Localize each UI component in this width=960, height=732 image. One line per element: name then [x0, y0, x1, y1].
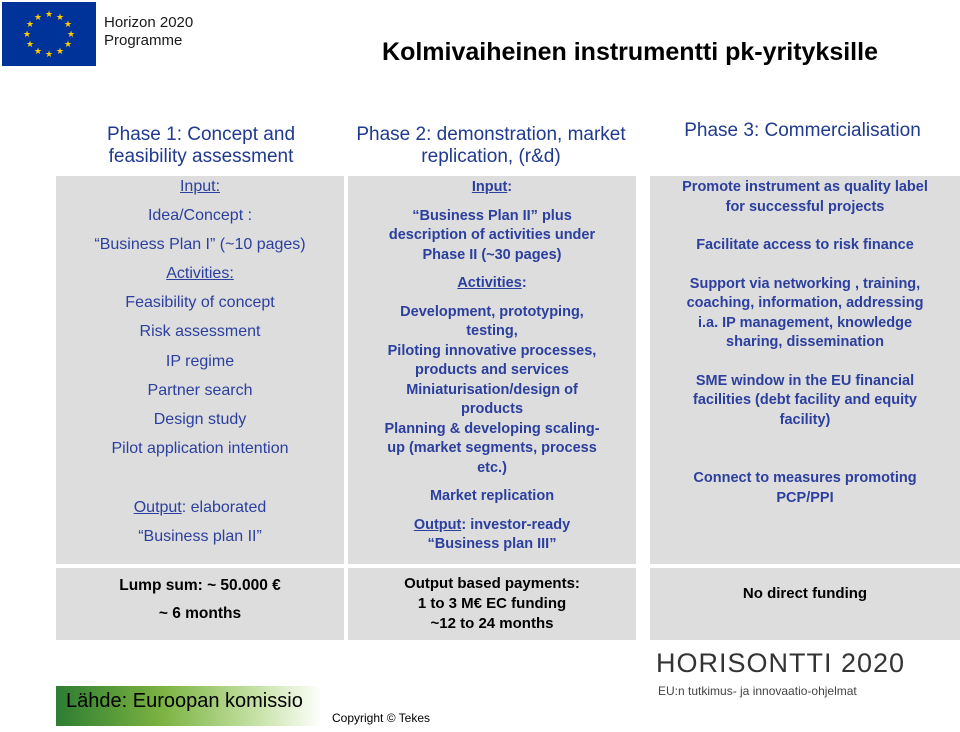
phase3-item5-line: PCP/PPI [776, 489, 834, 506]
phase3-item4-line: SME window in the EU financial [695, 372, 915, 389]
svg-text:★: ★ [55, 13, 65, 23]
phase1-activity: Risk assessment [139, 323, 261, 340]
phase2-activity-line: Miniaturisation/design of [406, 381, 578, 398]
svg-text:★: ★ [22, 30, 32, 40]
phase3-item-sme-window [650, 372, 960, 431]
phase3-item-risk-finance: Facilitate access to risk finance [696, 237, 914, 253]
phase1-idea: Idea/Concept : [147, 207, 253, 224]
phase2-heading [346, 124, 636, 168]
eu-flag-logo [2, 2, 96, 66]
phase2-input-colon: : [507, 179, 513, 195]
phase1-activity: Partner search [147, 382, 253, 399]
phase1-activities-label-text: Activities: [166, 265, 234, 282]
phase1-lump-sum: Lump sum: ~ 50.000 € [119, 577, 281, 594]
phase2-input-line: Phase II (~30 pages) [422, 246, 562, 263]
phase2-heading-line1: Phase 2: demonstration, market [356, 124, 626, 145]
phase3-item3-line: i.a. IP management, knowledge [697, 314, 913, 331]
phase2-market-replication: Market replication [429, 488, 555, 504]
source-text: Lähde: Euroopan komissio [66, 690, 303, 712]
phase1-output-label: Output [133, 499, 182, 516]
phase2-input-line: description of activities under [388, 227, 596, 243]
phase2-activity-line: products [460, 401, 524, 417]
phase2-activity-line: testing, [466, 323, 518, 339]
phase3-item-quality-label [650, 178, 960, 217]
svg-text:★: ★ [25, 20, 35, 30]
phase1-activity: Pilot application intention [111, 440, 289, 457]
phase2-output [348, 516, 636, 536]
phase1-heading-line2: feasibility assessment [108, 146, 294, 167]
phase2-activity-line: up (market segments, process [387, 440, 597, 456]
phase1-activity: IP regime [165, 353, 235, 370]
slide-title: Kolmivaiheinen instrumentti pk-yrityksille [382, 38, 878, 66]
phase1-input-label [56, 178, 344, 196]
svg-text:★: ★ [33, 13, 43, 23]
phase1-business-plan: “Business Plan I” (~10 pages) [94, 236, 306, 253]
horizon-line2: Programme [104, 32, 183, 49]
phase3-item-networking [650, 275, 960, 353]
phase1-funding [56, 576, 344, 624]
phase2-payment-line: Output based payments: [404, 575, 580, 592]
phase1-heading-line1: Phase 1: Concept and [106, 124, 296, 145]
phase2-output-label: Output [413, 516, 462, 533]
phase3-content [650, 178, 960, 508]
phase3-heading: Phase 3: Commercialisation [684, 120, 921, 141]
phase3-item3-line: sharing, dissemination [726, 334, 884, 350]
phase2-activities-label: Activities [457, 275, 522, 291]
phase3-item1-line: Promote instrument as quality label [682, 179, 928, 195]
phase1-activity: Design study [153, 411, 247, 428]
svg-text:★: ★ [44, 50, 54, 60]
svg-text:★: ★ [63, 20, 73, 30]
phase1-duration: ~ 6 months [158, 605, 242, 622]
phase1-output-plan: “Business plan II” [138, 528, 262, 545]
svg-text:★: ★ [63, 40, 73, 50]
phase1-activity: Feasibility of concept [125, 294, 275, 311]
phase2-input [348, 178, 636, 198]
phase3-funding-box [650, 568, 960, 640]
phase1-activities-label [56, 265, 344, 283]
horizon-line1: Horizon 2020 [104, 14, 194, 31]
phase2-heading-line2: replication, (r&d) [421, 146, 561, 167]
svg-text:★: ★ [55, 47, 65, 57]
phase1-input-label-text: Input: [179, 178, 221, 195]
phase2-payment-line: ~12 to 24 months [430, 615, 554, 632]
phase2-input-line: “Business Plan II” plus [412, 207, 572, 224]
phase2-activity-line: products and services [415, 362, 569, 378]
phase3-item4-line: facilities (debt facility and equity [693, 392, 917, 408]
phase2-activity-line: Piloting innovative processes, [387, 342, 597, 359]
phase2-payment-line: 1 to 3 M€ EC funding [417, 595, 567, 612]
phase2-content [348, 178, 636, 555]
phase1-heading [56, 124, 346, 168]
phase2-funding [348, 574, 636, 634]
phase2-input-label: Input [471, 179, 508, 195]
eu-stars-icon [2, 2, 96, 66]
svg-text:★: ★ [33, 47, 43, 57]
phase3-funding: No direct funding [742, 585, 868, 602]
horizon-logo-text [104, 14, 193, 50]
phase3-item3-line: Support via networking , training, [689, 275, 921, 292]
horisontti-subtitle: EU:n tutkimus- ja innovaatio-ohjelmat [658, 684, 857, 698]
phase2-activity-line: Development, prototyping, [400, 303, 584, 320]
phase1-output [56, 499, 344, 517]
phase2-activity-lines [348, 303, 636, 479]
phase3-item3-line: coaching, information, addressing [686, 295, 924, 311]
phase2-activities-colon: : [521, 275, 527, 291]
phase2-activity-line: etc.) [477, 459, 507, 476]
svg-text:★: ★ [25, 40, 35, 50]
phase2-activity-line: Planning & developing scaling- [384, 420, 600, 437]
phase2-output-text: : investor-ready [461, 516, 571, 533]
phase3-item-pcp [650, 469, 960, 508]
copyright-text: Copyright © Tekes [332, 711, 430, 725]
phase1-output-text: : elaborated [181, 499, 267, 516]
phase3-item4-line: facility) [779, 411, 831, 428]
phase2-input-lines [348, 207, 636, 266]
phase3-item5-line: Connect to measures promoting [693, 470, 917, 486]
phase3-item1-line: for successful projects [725, 198, 885, 215]
svg-text:★: ★ [44, 10, 54, 20]
horisontti-logo: HORISONTTI 2020 [656, 648, 906, 678]
phase2-output-plan: “Business plan III” [427, 536, 557, 552]
svg-text:★: ★ [66, 30, 76, 40]
phase2-activities [348, 274, 636, 294]
